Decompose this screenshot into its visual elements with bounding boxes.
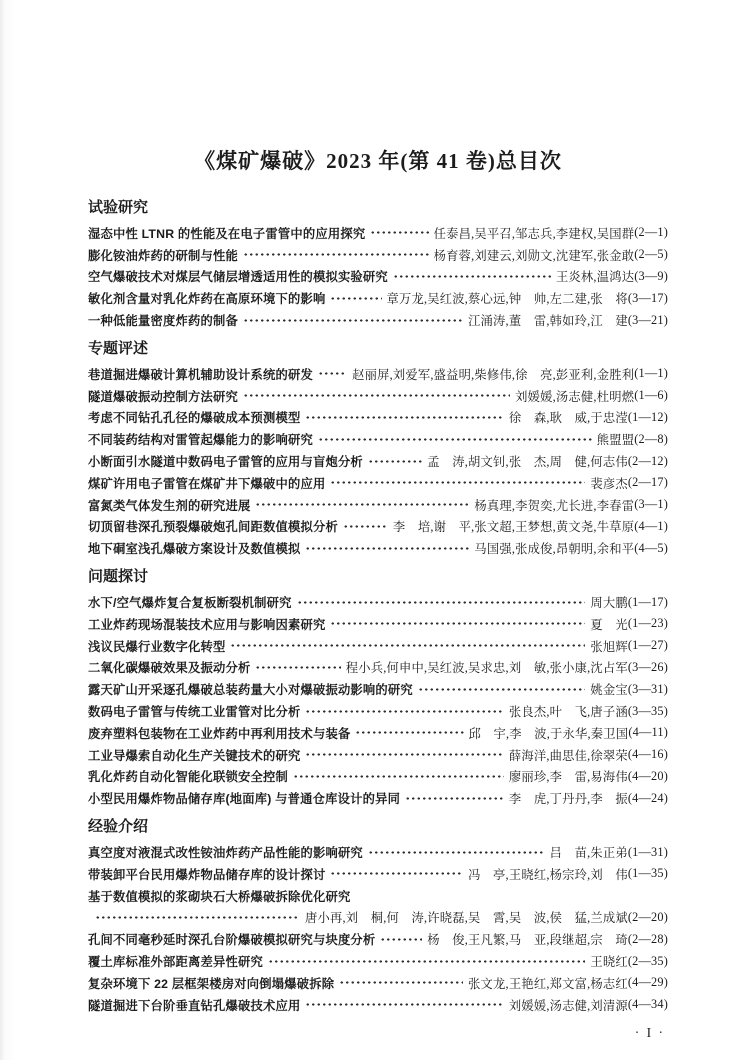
entry-title: 切顶留巷深孔预裂爆破炮孔间距数值模拟分析 xyxy=(88,520,338,535)
dotted-leader-line xyxy=(370,230,428,235)
entry-issue-page-ref: (1—31) xyxy=(627,844,668,859)
entry-title: 小型民用爆炸物品储存库(地面库) 与普通仓库设计的异同 xyxy=(88,792,401,807)
entry-issue-page-ref: (3—31) xyxy=(627,681,668,696)
dotted-leader-line xyxy=(330,871,463,876)
toc-entry xyxy=(88,700,668,722)
dotted-leader-line xyxy=(380,937,422,942)
entry-title: 工业导爆索自动化生产关键技术的研究 xyxy=(88,748,301,763)
entry-authors: 熊盟盟 xyxy=(596,433,635,448)
dotted-leader-line xyxy=(305,709,503,714)
dotted-leader-line xyxy=(243,252,429,257)
toc-entry xyxy=(88,722,668,744)
entry-issue-page-ref: (4—16) xyxy=(627,747,668,762)
entry-issue-page-ref: (1—23) xyxy=(627,616,668,631)
dotted-leader-line xyxy=(368,850,545,855)
entry-authors: 杨 俊,王凡繁,马 亚,段继超,宗 琦 xyxy=(427,933,628,948)
entry-authors: 张文龙,王艳红,郑文富,杨志红 xyxy=(468,976,628,991)
entry-authors: 廖丽珍,李 雷,易海伟 xyxy=(508,770,628,785)
dotted-leader-line xyxy=(255,665,340,670)
entry-authors: 李 虎,丁丹丹,李 振 xyxy=(508,792,628,807)
entry-issue-page-ref: (1—12) xyxy=(627,409,668,424)
entry-authors: 任泰昌,吴平召,邹志兵,李建权,吴国群 xyxy=(433,226,635,241)
entry-authors: 孟 涛,胡文钊,张 杰,周 健,何志伟 xyxy=(427,455,628,470)
toc-entry xyxy=(88,407,668,429)
entry-issue-page-ref: (1—17) xyxy=(627,594,668,609)
dotted-leader-line xyxy=(330,621,585,626)
toc-entry xyxy=(88,472,668,494)
dotted-leader-line xyxy=(305,1002,503,1007)
toc-entry xyxy=(88,972,668,994)
toc-entry xyxy=(88,450,668,472)
entry-issue-page-ref: (4—5) xyxy=(634,540,668,555)
dotted-leader-line xyxy=(230,643,585,648)
entry-title: 浅议民爆行业数字化转型 xyxy=(88,639,226,654)
entry-authors: 周大鹏 xyxy=(590,596,628,611)
entry-authors: 裴彦杰 xyxy=(590,476,628,491)
entry-title: 小断面引水隧道中数码电子雷管的应用与盲炮分析 xyxy=(88,455,363,470)
section-heading: 问题探讨 xyxy=(88,568,149,586)
entry-authors: 张旭辉 xyxy=(590,639,628,654)
toc-entry xyxy=(88,841,668,863)
entry-title: 隧道爆破振动控制方法研究 xyxy=(88,389,238,404)
toc-entry xyxy=(88,928,668,950)
entry-title: 隧道掘进下台阶垂直钻孔爆破技术应用 xyxy=(88,998,301,1013)
entry-title: 工业炸药现场混装技术应用与影响因素研究 xyxy=(88,617,326,632)
toc-entry xyxy=(88,222,668,244)
dotted-leader-line xyxy=(330,296,381,301)
entry-issue-page-ref: (3—1) xyxy=(634,497,668,512)
dotted-leader-line xyxy=(268,959,585,964)
entry-title: 复杂环境下 22 层框架楼房对向倒塌爆破拆除 xyxy=(88,976,335,991)
entry-issue-page-ref: (2—35) xyxy=(627,953,668,968)
toc-entry xyxy=(88,787,668,809)
toc-content xyxy=(88,197,668,1016)
entry-issue-page-ref: (2—12) xyxy=(627,453,668,468)
entry-issue-page-ref: (2—1) xyxy=(634,225,668,240)
entry-authors: 刘媛媛,汤志健,刘清源 xyxy=(508,998,628,1013)
entry-authors: 赵丽屏,刘爱军,盛益明,柴修伟,徐 亮,彭亚利,金胜利 xyxy=(352,367,635,382)
entry-issue-page-ref: (2—20) xyxy=(627,909,668,924)
entry-title: 乳化炸药自动化智能化联锁安全控制 xyxy=(88,770,288,785)
entry-authors: 姚金宝 xyxy=(590,683,628,698)
toc-entry xyxy=(88,494,668,516)
entry-issue-page-ref: (1—27) xyxy=(627,638,668,653)
dotted-leader-line xyxy=(305,415,503,420)
entry-title: 带装卸平台民用爆炸物品储存库的设计探讨 xyxy=(88,867,326,882)
entry-authors: 杨真理,李贺奕,尤长进,李春雷 xyxy=(474,498,635,513)
entry-title: 敏化剂含量对乳化炸药在高原环境下的影响 xyxy=(88,292,326,307)
toc-entry xyxy=(88,287,668,309)
toc-entry xyxy=(88,428,668,450)
entry-title: 巷道掘进爆破计算机辅助设计系统的研发 xyxy=(88,367,313,382)
entry-title: 考虑不同钻孔孔径的爆破成本预测模型 xyxy=(88,411,301,426)
toc-entry-continuation-line xyxy=(88,907,668,929)
toc-entry xyxy=(88,385,668,407)
dotted-leader-line xyxy=(255,502,469,507)
toc-entry xyxy=(88,635,668,657)
entry-issue-page-ref: (2—28) xyxy=(627,931,668,946)
dotted-leader-line xyxy=(95,915,300,920)
toc-entry xyxy=(88,994,668,1016)
dotted-leader-line xyxy=(405,796,504,801)
toc-entry xyxy=(88,613,668,635)
entry-title: 富氮类气体发生剂的研究进展 xyxy=(88,498,251,513)
entry-authors: 邱 宇,李 波,于永华,秦卫国 xyxy=(468,726,629,741)
dotted-leader-line xyxy=(305,752,503,757)
toc-entry xyxy=(88,766,668,788)
entry-title: 废弃塑料包装物在工业炸药中再利用技术与装备 xyxy=(88,726,351,741)
entry-title: 基于数值模拟的浆砌块石大桥爆破拆除优化研究 xyxy=(88,889,351,904)
dotted-leader-line xyxy=(297,600,586,605)
entry-authors: 吕 苗,朱正弟 xyxy=(549,846,628,861)
entry-issue-page-ref: (3—21) xyxy=(627,312,668,327)
toc-entry xyxy=(88,744,668,766)
entry-issue-page-ref: (4—11) xyxy=(628,725,668,740)
dotted-leader-line xyxy=(368,459,422,464)
toc-entry xyxy=(88,863,668,885)
entry-title: 露天矿山开采逐孔爆破总装药量大小对爆破振动影响的研究 xyxy=(88,683,413,698)
toc-entry-title-line xyxy=(88,885,668,907)
entry-authors: 章万龙,吴红波,蔡心远,钟 帅,左二建,张 将 xyxy=(386,292,628,307)
entry-issue-page-ref: (2—5) xyxy=(634,247,668,262)
toc-entry xyxy=(88,309,668,331)
page-title: 《煤矿爆破》2023 年(第 41 卷)总目次 xyxy=(194,149,562,173)
entry-title: 空气爆破技术对煤层气储层增透适用性的模拟实验研究 xyxy=(88,270,388,285)
entry-title: 孔间不同毫秒延时深孔台阶爆破模拟研究与块度分析 xyxy=(88,933,376,948)
entry-authors: 夏 光 xyxy=(590,617,628,632)
dotted-leader-line xyxy=(305,546,469,551)
toc-entry xyxy=(88,244,668,266)
entry-authors: 徐 森,耿 威,于忠滢 xyxy=(508,411,628,426)
page-number: · I · xyxy=(634,1024,665,1040)
toc-entry xyxy=(88,266,668,288)
entry-title: 湿态中性 LTNR 的性能及在电子雷管中的应用探究 xyxy=(88,226,366,241)
entry-title: 数码电子雷管与传统工业雷管对比分析 xyxy=(88,705,301,720)
section-heading: 专题评述 xyxy=(88,339,149,357)
entry-authors: 王晓红 xyxy=(590,955,628,969)
entry-issue-page-ref: (2—17) xyxy=(627,475,668,490)
entry-authors: 马国强,张成俊,昂朝明,余和平 xyxy=(474,542,635,557)
dotted-leader-line xyxy=(318,437,592,442)
entry-issue-page-ref: (4—34) xyxy=(627,997,668,1012)
toc-entry xyxy=(88,657,668,679)
entry-title: 膨化铵油炸药的研制与性能 xyxy=(88,248,238,263)
entry-authors: 刘媛媛,汤志健,杜明燃 xyxy=(515,389,635,404)
entry-authors: 张良杰,叶 飞,唐子涵 xyxy=(508,705,628,720)
entry-issue-page-ref: (1—1) xyxy=(634,366,668,381)
entry-issue-page-ref: (3—35) xyxy=(627,703,668,718)
entry-title: 覆土库标准外部距离差异性研究 xyxy=(88,955,263,969)
dotted-leader-line xyxy=(293,774,504,779)
dotted-leader-line xyxy=(355,730,463,735)
entry-authors: 杨育蓉,刘建云,刘勋文,沈建军,张金敢 xyxy=(433,248,635,263)
toc-entry xyxy=(88,591,668,613)
entry-authors: 程小兵,何申中,吴红波,吴求忠,刘 敏,张小康,沈占军 xyxy=(345,661,628,676)
entry-issue-page-ref: (3—9) xyxy=(634,268,668,283)
entry-authors: 王炎林,温鸿达 xyxy=(555,270,635,285)
entry-authors: 唐小再,刘 桐,何 涛,许晓磊,吴 霄,吴 波,侯 猛,兰成斌 xyxy=(305,911,628,926)
dotted-leader-line xyxy=(418,687,585,692)
entry-issue-page-ref: (3—17) xyxy=(627,290,668,305)
entry-title: 二氧化碳爆破效果及振动分析 xyxy=(88,661,251,676)
entry-issue-page-ref: (4—29) xyxy=(627,975,668,990)
entry-issue-page-ref: (2—8) xyxy=(634,431,668,446)
entry-issue-page-ref: (4—20) xyxy=(627,768,668,783)
toc-entry xyxy=(88,363,668,385)
dotted-leader-line xyxy=(330,480,585,485)
toc-entry xyxy=(88,678,668,700)
entry-issue-page-ref: (4—1) xyxy=(634,518,668,533)
entry-issue-page-ref: (4—24) xyxy=(627,790,668,805)
section-heading: 试验研究 xyxy=(88,199,149,216)
dotted-leader-line xyxy=(243,318,463,323)
entry-issue-page-ref: (1—6) xyxy=(634,388,668,403)
toc-entry xyxy=(88,950,668,972)
entry-title: 一种低能量密度炸药的制备 xyxy=(88,314,238,329)
toc-entry xyxy=(88,537,668,559)
dotted-leader-line xyxy=(393,274,551,279)
dotted-leader-line xyxy=(343,524,388,529)
entry-issue-page-ref: (3—26) xyxy=(627,659,668,674)
toc-entry xyxy=(88,516,668,538)
entry-title: 真空度对液混式改性铵油炸药产品性能的影响研究 xyxy=(88,846,363,861)
entry-title: 煤矿许用电子雷管在煤矿井下爆破中的应用 xyxy=(88,476,326,491)
entry-authors: 江涌涛,董 雷,韩如玲,江 建 xyxy=(468,314,628,329)
section-heading: 经验介绍 xyxy=(88,818,149,836)
dotted-leader-line xyxy=(243,393,510,398)
entry-authors: 李 培,谢 平,张文超,王梦想,黄文尧,牛草原 xyxy=(392,520,635,535)
entry-title: 水下/空气爆炸复合复板断裂机制研究 xyxy=(88,596,292,611)
dotted-leader-line xyxy=(318,371,347,376)
entry-title: 地下硐室浅孔爆破方案设计及数值模拟 xyxy=(88,542,301,557)
entry-authors: 薛海洋,曲思佳,徐翠荣 xyxy=(508,748,628,763)
entry-authors: 冯 亭,王晓红,杨宗玲,刘 伟 xyxy=(468,867,628,882)
entry-issue-page-ref: (1—35) xyxy=(627,866,668,881)
entry-title: 不同装药结构对雷管起爆能力的影响研究 xyxy=(88,433,313,448)
dotted-leader-line xyxy=(339,980,463,985)
